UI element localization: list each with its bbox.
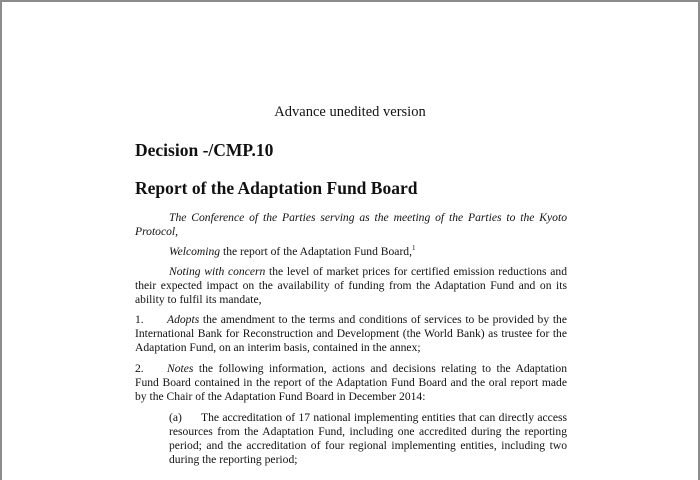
document-page	[2, 2, 698, 480]
noting-paragraph	[135, 265, 567, 307]
item-2-number: 2.	[135, 362, 144, 376]
footnote-ref: 1	[412, 243, 416, 252]
subitem-a-text: The accreditation of 17 national implementing entities that can directly access resources from the Adaptation Fund, including one accredited during the reporting period; and the accreditation of four regional implementing entities, including two during the reporting period;	[169, 410, 567, 466]
subitem-a	[135, 411, 567, 467]
item-2-text: the following information, actions and decisions relating to the Adaptation Fund Board contained in the report of the Adaptation Fund Board and the oral report made by the Chair of the Adaptation Fund Board in December 2014:	[135, 362, 567, 403]
item-2-italic: Notes	[167, 362, 194, 376]
decision-number: Decision -/CMP.10	[135, 140, 274, 160]
item-2	[135, 362, 567, 404]
preamble-italic: The Conference of the Parties serving as the meeting of the Parties to the Kyoto Protocol,	[135, 211, 567, 238]
item-1-italic: Adopts	[167, 313, 200, 327]
welcoming-italic: Welcoming	[169, 244, 221, 258]
welcoming-text: the report of the Adaptation Fund Board,	[220, 244, 412, 258]
preamble-paragraph	[135, 211, 567, 239]
welcoming-paragraph	[135, 245, 567, 259]
document-body	[135, 211, 567, 467]
item-1-number: 1.	[135, 313, 144, 327]
item-1	[135, 313, 567, 355]
document-header: Advance unedited version	[274, 104, 426, 120]
subitem-a-label: (a)	[169, 410, 182, 424]
noting-italic: Noting with concern	[169, 264, 266, 278]
item-1-text: the amendment to the terms and conditions of services to be provided by the International Bank for Reconstruction and Development (the World Bank) as trustee for the Adaptation Fund, on an interim basis, contained in the annex;	[135, 313, 567, 355]
document-title: Report of the Adaptation Fund Board	[135, 178, 418, 198]
noting-text: the level of market prices for certified emission reductions and their expected impact on the availability of funding from the Adaptation Fund and on its ability to fulfil its mandate,	[135, 264, 567, 306]
